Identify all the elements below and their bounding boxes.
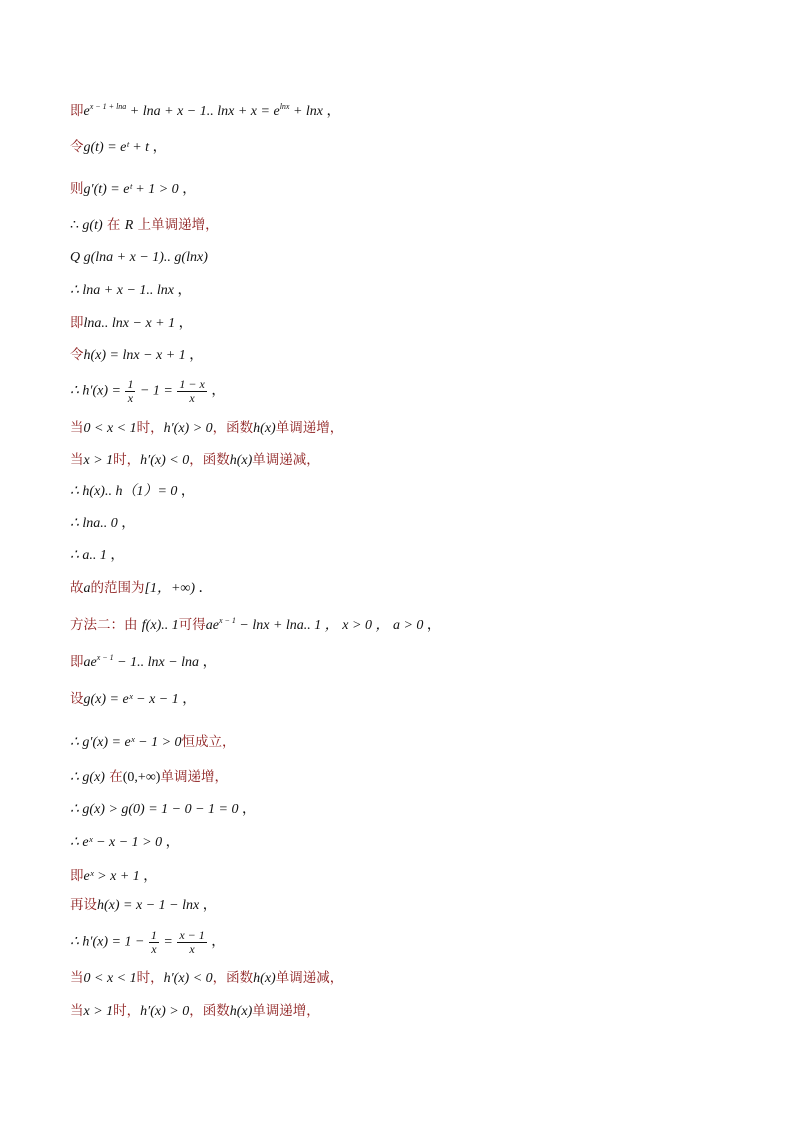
line-2: 令g(t) = eᵗ + t ， [70,139,167,155]
line-8: 令h(x) = lnx − x + 1 ， [70,347,204,363]
line-15: 故a的范围为[1，+∞) ． [70,580,213,596]
line-21: ∴ g(x) > g(0) = 1 − 0 − 1 = 0 ， [70,802,257,817]
line-25: ∴ h′(x) = 1 − $\frac{1}{x}$ = $\frac{x - 1}{x}$ ， [70,928,226,956]
line-1: 即$e^{x - 1 + lna} + \ln a + x - 1$.. $\ln x + x = e^{lnx} + \ln x$ ， [70,102,341,119]
line-13: ∴ lna.. 0 ， [70,516,136,531]
line-20: ∴ g(x) 在(0,+∞)单调递增， [70,769,228,785]
line-9: ∴ h′(x) = $\frac{1}{x}$ − 1 = $\frac{1 - x}{x}$ ， [70,377,226,405]
line-12: ∴ h(x).. h（1）= 0 ， [70,484,195,499]
fraction: $\frac{x - 1}{x}$ [179,928,205,956]
fraction: $\frac{1}{x}$ [150,928,157,956]
line-10: 当0 < x < 1时，h′(x) > 0，函数h(x)单调递增， [70,420,344,436]
fraction: $\frac{1 - x}{x}$ [179,377,205,405]
line-16: 方法二：由 f(x).. 1可得$ae^{x - 1} - \ln x + \ln a$.. 1 ， x > 0 ， a > 0 ， [70,616,441,633]
line-19: ∴ g′(x) = eˣ − 1 > 0恒成立， [70,734,236,750]
line-23: 即eˣ > x + 1 ， [70,868,158,884]
line-6: ∴ lna + x − 1.. lnx ， [70,283,192,298]
line-24: 再设h(x) = x − 1 − lnx ， [70,897,217,913]
line-14: ∴ a.. 1 ， [70,548,125,563]
line-3: 则g′(t) = eᵗ + 1 > 0 ， [70,181,197,197]
line-27: 当x > 1时，h′(x) > 0，函数h(x)单调递增， [70,1003,320,1019]
line-11: 当x > 1时，h′(x) < 0，函数h(x)单调递减， [70,452,320,468]
fraction: $\frac{1}{x}$ [127,377,134,405]
line-5: Q g(lna + x − 1).. g(lnx) [70,250,208,265]
line-17: 即$ae^{x - 1} - 1$.. lnx − lna ， [70,653,217,670]
line-22: ∴ eˣ − x − 1 > 0 ， [70,835,180,850]
line-7: 即lna.. lnx − x + 1 ， [70,315,193,331]
line-18: 设g(x) = eˣ − x − 1 ， [70,691,197,707]
line-4: ∴ g(t) 在 R 上单调递增， [70,217,219,233]
line-26: 当0 < x < 1时，h′(x) < 0，函数h(x)单调递减， [70,970,344,986]
